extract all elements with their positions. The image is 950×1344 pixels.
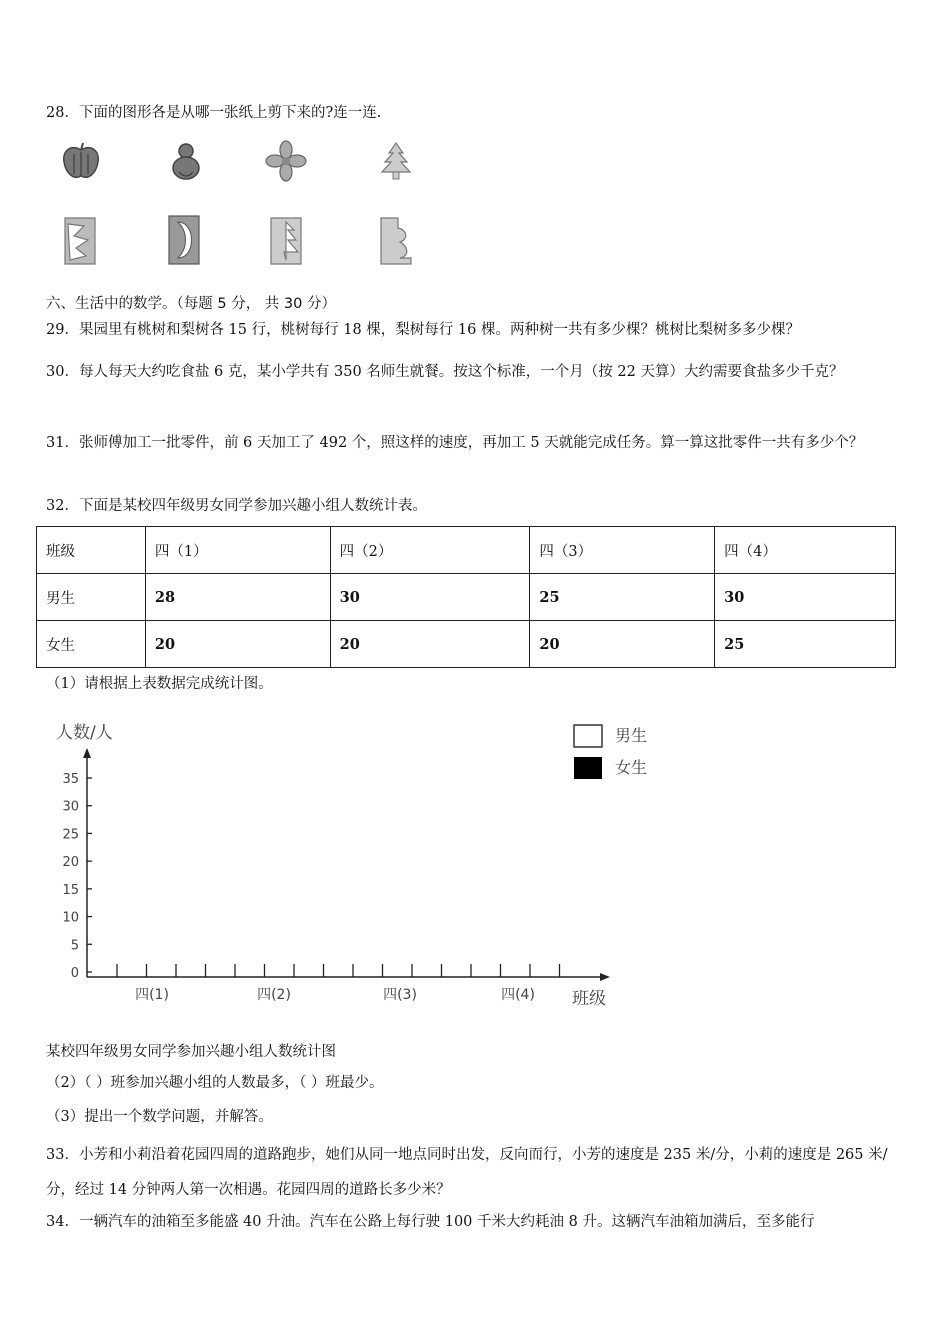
table-header-cell: 班级	[37, 527, 146, 574]
table-cell: 28	[145, 574, 330, 621]
question-30: 30．每人每天大约吃食盐 6 克，某小学共有 350 名师生就餐。按这个标准，一个月（按 22 天算）大约需要食盐多少千克？	[46, 364, 844, 380]
table-header-row	[37, 527, 896, 574]
cut-paper-b	[166, 214, 202, 266]
table-header-cell: 四（4）	[715, 527, 896, 574]
table-row	[37, 574, 896, 621]
question-29: 29．果园里有桃树和梨树各 15 行，桃树每行 18 棵，梨树每行 16 棵。两种树一共有多少棵？桃树比梨树多多少棵？	[46, 322, 800, 338]
gourd-shape	[165, 140, 207, 182]
table-header-cell: 四（1）	[145, 527, 330, 574]
legend-swatch-boys	[574, 725, 602, 747]
y-axis-arrow	[83, 748, 91, 758]
section-six-heading: 六、生活中的数学。（每题 5 分， 共 30 分）	[46, 296, 336, 312]
legend-label-boys: 男生	[615, 726, 648, 745]
table-cell: 20	[530, 621, 715, 668]
cut-paper-c	[268, 216, 304, 266]
x-category-label: 四(3)	[383, 987, 417, 1003]
question-31: 31．张师傅加工一批零件，前 6 天加工了 492 个，照这样的速度，再加工 5 天就能完成任务。算一算这批零件一共有多少个？	[46, 435, 864, 451]
question-32-part-1: （1）请根据上表数据完成统计图。	[46, 676, 273, 692]
row-label: 女生	[37, 621, 146, 668]
x-category-label: 四(2)	[257, 987, 291, 1003]
question-28: 28．下面的图形各是从哪一张纸上剪下来的?连一连.	[46, 105, 382, 121]
chart-ylabel: 人数/人	[56, 723, 113, 743]
y-tick-label: 35	[62, 772, 79, 787]
question-32: 32．下面是某校四年级男女同学参加兴趣小组人数统计表。	[46, 498, 427, 514]
bar-chart	[50, 710, 670, 1020]
apple-shape	[60, 140, 102, 182]
y-tick-label: 15	[62, 882, 79, 898]
chart-title: 某校四年级男女同学参加兴趣小组人数统计图	[46, 1044, 336, 1060]
table-cell: 20	[145, 621, 330, 668]
x-category-label: 四(4)	[501, 987, 535, 1003]
table-cell: 25	[715, 621, 896, 668]
shape-matching-figures	[60, 140, 440, 270]
cut-paper-d	[378, 216, 414, 266]
y-tick-label: 30	[62, 799, 79, 815]
question-34: 34．一辆汽车的油箱至多能盛 40 升油。汽车在公路上每行驶 100 千米大约耗油 8 升。这辆汽车油箱加满后，至多能行	[46, 1214, 815, 1230]
table-row	[37, 621, 896, 668]
y-tick-label: 10	[62, 910, 79, 926]
y-tick-label: 25	[62, 827, 79, 843]
table-cell: 30	[330, 574, 530, 621]
legend-label-girls: 女生	[615, 758, 648, 777]
cut-paper-a	[62, 216, 98, 266]
flower-shape	[265, 140, 307, 182]
table-header-cell: 四（2）	[330, 527, 530, 574]
question-32-part-2: （2）（ ）班参加兴趣小组的人数最多，（ ）班最少。	[46, 1075, 384, 1091]
tree-shape	[375, 140, 417, 182]
legend-swatch-girls	[574, 757, 602, 779]
chart-xlabel: 班级	[572, 989, 606, 1009]
row-label: 男生	[37, 574, 146, 621]
table-cell: 20	[330, 621, 530, 668]
table-header-cell: 四（3）	[530, 527, 715, 574]
x-axis-arrow	[600, 973, 610, 981]
y-tick-label: 0	[70, 966, 79, 981]
y-tick-label: 5	[70, 938, 79, 954]
y-tick-label: 20	[62, 855, 79, 871]
table-cell: 25	[530, 574, 715, 621]
question-32-part-3: （3）提出一个数学问题，并解答。	[46, 1109, 273, 1125]
question-33: 33．小芳和小莉沿着花园四周的道路跑步，她们从同一地点同时出发，反向而行，小芳的速度是 235 米/分，小莉的速度是 265 米/分，经过 14 分钟两人第一次相遇。花园四周的道路长多少米？	[46, 1147, 888, 1198]
table-cell: 30	[715, 574, 896, 621]
statistics-table	[36, 526, 896, 668]
x-category-label: 四(1)	[135, 987, 169, 1003]
